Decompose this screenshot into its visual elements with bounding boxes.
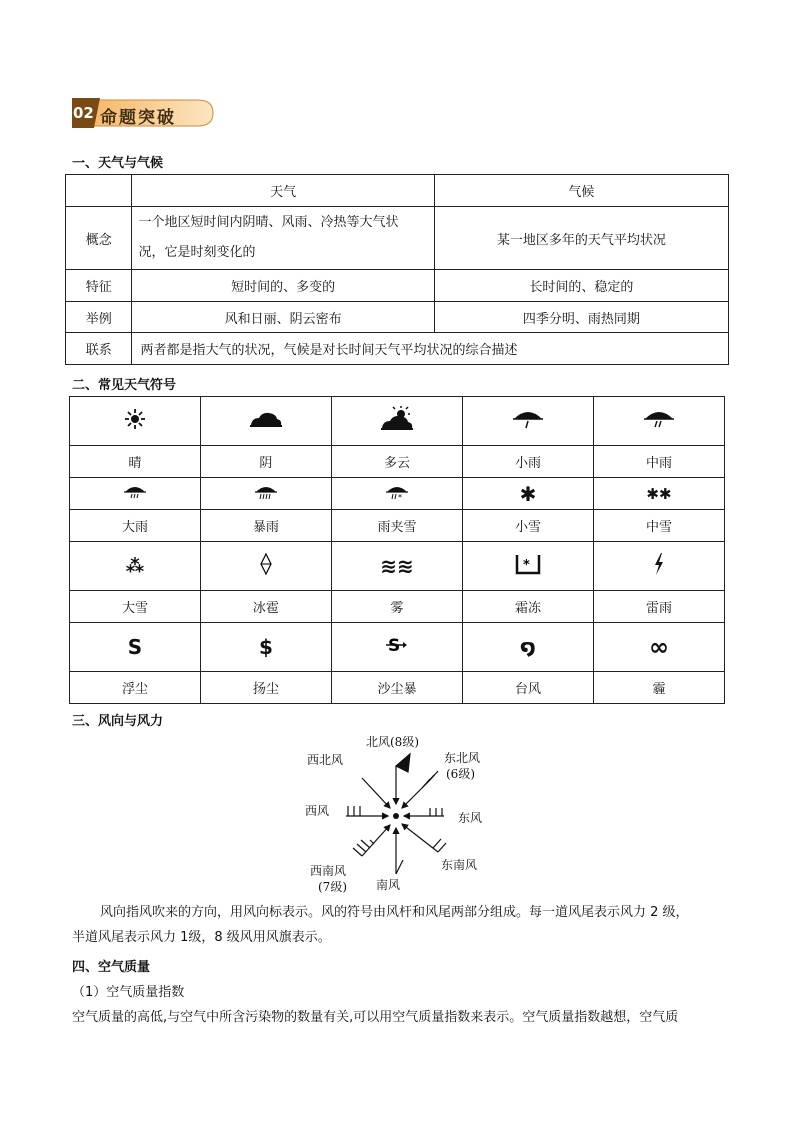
climate-cell: 某一地区多年的天气平均状况 [434,207,728,270]
wind-label-southeast: 东南风 [441,858,478,872]
symbol-label: 中雪 [593,510,724,542]
table-row [70,672,725,704]
weather-concept-line1: 一个地区短时间内阴晴、风雨、冷热等大气状 [138,215,399,230]
umbrella-rain-icon [511,406,545,432]
weather-symbols-table [69,396,725,704]
sun-cloud-icon [379,406,415,432]
haze-symbol [593,623,724,672]
symbol-label: 冰雹 [200,591,331,623]
wind-label-southwest-level: (7级) [318,880,347,894]
table-row [70,397,725,446]
sandstorm-symbol [331,623,462,672]
paragraph-wind-line2: 半道风尾表示风力 1级，8 级风用风旗表示。 [72,930,331,945]
header-climate: 气候 [434,175,728,207]
row-label: 概念 [66,207,132,270]
weather-climate-table [65,174,729,365]
hail-symbol [200,542,331,591]
sunny-symbol [70,397,201,446]
climate-cell: 四季分明、雨热同期 [434,302,728,333]
moderate-snow-symbol [593,478,724,510]
row-label: 举例 [66,302,132,333]
dust-icon: S [127,635,143,659]
climate-cell: 长时间的、稳定的 [434,270,728,302]
snowflake-icon: ✱✱ [646,484,672,503]
banner-label: 命题突破 [100,108,176,128]
frost-icon [514,553,542,575]
symbol-label: 沙尘暴 [331,672,462,704]
symbol-label: 小雪 [462,510,593,542]
symbol-label: 晴 [70,446,201,478]
snowflake-icon: ✱ [519,481,537,506]
wind-label-northeast: 东北风 [444,751,481,765]
umbrella-rain-icon [642,406,676,432]
sandstorm-icon [385,634,409,656]
overcast-symbol [200,397,331,446]
cloud-icon [248,409,284,429]
row-label: 特征 [66,270,132,302]
typhoon-icon: ໑ [520,635,536,659]
header-empty [66,175,132,207]
symbol-label: 雾 [331,591,462,623]
table-row [66,333,729,365]
moderate-rain-symbol [593,397,724,446]
weather-cell: 风和日丽、阴云密布 [132,302,434,333]
lightning-icon [652,552,666,576]
floating-dust-symbol [70,623,201,672]
wind-label-north: 北风(8级) [366,735,419,749]
table-row [70,542,725,591]
table-row [70,478,725,510]
relation-cell: 两者都是指大气的状况，气候是对长时间天气平均状况的综合描述 [132,333,729,365]
symbol-label: 暴雨 [200,510,331,542]
heavy-rain-symbol [70,478,201,510]
light-rain-symbol [462,397,593,446]
wind-label-south: 南风 [376,878,401,892]
snowflake-icon: ⁂ [125,555,145,577]
symbol-label: 中雨 [593,446,724,478]
symbol-label: 多云 [331,446,462,478]
haze-icon: ∞ [648,633,669,661]
symbol-label: 雷雨 [593,591,724,623]
section-banner [70,94,216,132]
light-snow-symbol [462,478,593,510]
heavy-snow-symbol [70,542,201,591]
table-row [66,175,729,207]
wind-label-northwest: 西北风 [307,753,344,767]
umbrella-rain-icon [122,483,148,501]
row-label: 联系 [66,333,132,365]
paragraph-air-quality: 空气质量的高低,与空气中所含污染物的数量有关,可以用空气质量指数来表示。空气质量指数越想，空气质 [72,1010,679,1025]
symbol-label: 浮尘 [70,672,201,704]
wind-label-northeast-level: (6级) [446,767,475,781]
section-title-3: 三、风向与风力 [72,714,164,729]
table-row [70,623,725,672]
sun-icon [123,407,147,431]
wind-direction-diagram [300,728,500,898]
umbrella-sleet-icon [384,483,410,501]
table-row [70,446,725,478]
rainstorm-symbol [200,478,331,510]
symbol-label: 大雪 [70,591,201,623]
table-row [66,302,729,333]
section-title-4: 四、空气质量 [72,960,151,975]
symbol-label: 台风 [462,672,593,704]
thunderstorm-symbol [593,542,724,591]
subsection-title: （1）空气质量指数 [72,985,185,1000]
table-row [66,270,729,302]
section-title-1: 一、天气与气候 [72,156,164,171]
paragraph-wind-line1: 风向指风吹来的方向，用风向标表示。风的符号由风杆和风尾两部分组成。每一道风尾表示风力 2 级， [100,905,689,920]
sleet-symbol [331,478,462,510]
cloudy-symbol [331,397,462,446]
wind-label-southwest: 西南风 [310,864,347,878]
symbol-label: 小雨 [462,446,593,478]
symbol-label: 大雨 [70,510,201,542]
umbrella-rain-icon [253,483,279,501]
table-row [70,510,725,542]
weather-concept-line2: 况，它是时刻变化的 [138,245,256,260]
dust-icon: $ [258,635,273,659]
wind-label-east: 东风 [458,811,483,825]
symbol-label: 阴 [200,446,331,478]
fog-icon: ≋≋ [380,554,414,578]
symbol-label: 雨夹雪 [331,510,462,542]
wind-label-west: 西风 [305,804,330,818]
symbol-label: 扬尘 [200,672,331,704]
banner-number: 02 [73,104,94,122]
svg-text:*: * [522,558,530,573]
hail-icon [259,553,273,575]
table-row [70,591,725,623]
symbol-label: 霜冻 [462,591,593,623]
fog-symbol [331,542,462,591]
weather-cell [132,207,434,270]
frost-symbol [462,542,593,591]
blowing-dust-symbol [200,623,331,672]
section-title-2: 二、常见天气符号 [72,378,177,393]
weather-cell: 短时间的、多变的 [132,270,434,302]
symbol-label: 霾 [593,672,724,704]
svg-text:*: * [397,492,402,501]
table-row [66,207,729,270]
svg-text:S: S [387,636,401,656]
typhoon-symbol [462,623,593,672]
header-weather: 天气 [132,175,434,207]
